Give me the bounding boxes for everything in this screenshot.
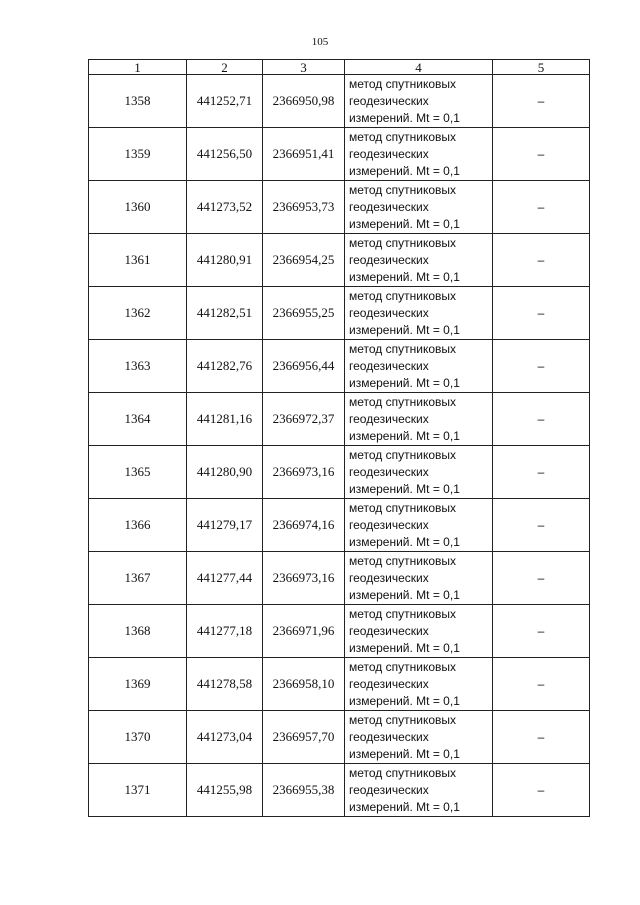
point-number-cell: 1358 [89,75,187,128]
method-text-line: измерений. Mt = 0,1 [349,375,460,390]
point-number-cell: 1367 [89,552,187,605]
method-cell [345,287,493,340]
header-cell-2: 2 [187,60,263,75]
method-text-line: геодезических [349,305,429,320]
table-body [89,75,590,817]
method-cell [345,340,493,393]
y-coordinate-cell: 2366972,37 [263,393,345,446]
method-cell [345,711,493,764]
method-text-line: измерений. Mt = 0,1 [349,269,460,284]
method-text-line: геодезических [349,93,429,108]
method-text-line: измерений. Mt = 0,1 [349,534,460,549]
table-row [89,340,590,393]
method-text-line: геодезических [349,517,429,532]
method-text-line: геодезических [349,146,429,161]
method-cell [345,499,493,552]
table-row [89,605,590,658]
x-coordinate-cell: 441273,04 [187,711,263,764]
method-text-line: измерений. Mt = 0,1 [349,746,460,761]
method-text-line: измерений. Mt = 0,1 [349,428,460,443]
note-cell: – [493,287,590,340]
y-coordinate-cell: 2366974,16 [263,499,345,552]
header-cell-3: 3 [263,60,345,75]
point-number-cell: 1360 [89,181,187,234]
x-coordinate-cell: 441256,50 [187,128,263,181]
point-number-cell: 1363 [89,340,187,393]
method-text-line: метод спутниковых [349,447,457,462]
method-text-line: измерений. Mt = 0,1 [349,587,460,602]
method-cell [345,75,493,128]
point-number-cell: 1361 [89,234,187,287]
method-cell [345,605,493,658]
method-text-line: измерений. Mt = 0,1 [349,693,460,708]
method-text-line: геодезических [349,358,429,373]
point-number-cell: 1364 [89,393,187,446]
method-cell [345,446,493,499]
note-cell: – [493,658,590,711]
method-text-line: метод спутниковых [349,76,457,91]
y-coordinate-cell: 2366950,98 [263,75,345,128]
method-cell [345,658,493,711]
x-coordinate-cell: 441278,58 [187,658,263,711]
y-coordinate-cell: 2366973,16 [263,446,345,499]
method-text-line: измерений. Mt = 0,1 [349,110,460,125]
method-text-line: метод спутниковых [349,765,457,780]
table-row [89,552,590,605]
method-text-line: геодезических [349,199,429,214]
x-coordinate-cell: 441282,51 [187,287,263,340]
x-coordinate-cell: 441282,76 [187,340,263,393]
note-cell: – [493,711,590,764]
point-number-cell: 1366 [89,499,187,552]
method-text-line: измерений. Mt = 0,1 [349,322,460,337]
note-cell: – [493,340,590,393]
y-coordinate-cell: 2366958,10 [263,658,345,711]
y-coordinate-cell: 2366953,73 [263,181,345,234]
note-cell: – [493,552,590,605]
header-cell-5: 5 [493,60,590,75]
method-text-line: геодезических [349,570,429,585]
method-text-line: метод спутниковых [349,394,457,409]
y-coordinate-cell: 2366951,41 [263,128,345,181]
table-row [89,234,590,287]
table-row [89,446,590,499]
x-coordinate-cell: 441281,16 [187,393,263,446]
point-number-cell: 1371 [89,764,187,817]
table-row [89,764,590,817]
y-coordinate-cell: 2366956,44 [263,340,345,393]
y-coordinate-cell: 2366971,96 [263,605,345,658]
x-coordinate-cell: 441273,52 [187,181,263,234]
table-row [89,658,590,711]
note-cell: – [493,499,590,552]
method-cell [345,128,493,181]
y-coordinate-cell: 2366955,38 [263,764,345,817]
x-coordinate-cell: 441277,44 [187,552,263,605]
note-cell: – [493,128,590,181]
method-text-line: метод спутниковых [349,606,457,621]
method-text-line: геодезических [349,782,429,797]
x-coordinate-cell: 441279,17 [187,499,263,552]
x-coordinate-cell: 441255,98 [187,764,263,817]
method-text-line: измерений. Mt = 0,1 [349,481,460,496]
method-cell [345,181,493,234]
note-cell: – [493,446,590,499]
coordinates-table [88,59,590,817]
method-text-line: геодезических [349,464,429,479]
note-cell: – [493,181,590,234]
note-cell: – [493,764,590,817]
x-coordinate-cell: 441280,91 [187,234,263,287]
method-text-line: геодезических [349,623,429,638]
y-coordinate-cell: 2366954,25 [263,234,345,287]
table-row [89,75,590,128]
point-number-cell: 1370 [89,711,187,764]
note-cell: – [493,605,590,658]
method-text-line: геодезических [349,252,429,267]
table-row [89,499,590,552]
method-text-line: метод спутниковых [349,712,457,727]
table-row [89,181,590,234]
method-text-line: метод спутниковых [349,341,457,356]
method-text-line: метод спутниковых [349,553,457,568]
point-number-cell: 1362 [89,287,187,340]
note-cell: – [493,393,590,446]
method-text-line: метод спутниковых [349,235,457,250]
method-text-line: метод спутниковых [349,182,457,197]
header-cell-1: 1 [89,60,187,75]
table-row [89,711,590,764]
table-row [89,287,590,340]
method-text-line: измерений. Mt = 0,1 [349,163,460,178]
header-cell-4: 4 [345,60,493,75]
table-header-row [89,60,590,75]
method-text-line: метод спутниковых [349,288,457,303]
method-cell [345,234,493,287]
point-number-cell: 1365 [89,446,187,499]
x-coordinate-cell: 441280,90 [187,446,263,499]
page-number: 105 [311,36,329,48]
note-cell: – [493,234,590,287]
method-cell [345,552,493,605]
y-coordinate-cell: 2366955,25 [263,287,345,340]
note-cell: – [493,75,590,128]
method-text-line: метод спутниковых [349,659,457,674]
y-coordinate-cell: 2366973,16 [263,552,345,605]
method-text-line: геодезических [349,729,429,744]
method-text-line: метод спутниковых [349,500,457,515]
method-text-line: метод спутниковых [349,129,457,144]
table-row [89,393,590,446]
x-coordinate-cell: 441277,18 [187,605,263,658]
point-number-cell: 1369 [89,658,187,711]
x-coordinate-cell: 441252,71 [187,75,263,128]
method-cell [345,764,493,817]
method-text-line: геодезических [349,676,429,691]
point-number-cell: 1368 [89,605,187,658]
method-cell [345,393,493,446]
method-text-line: измерений. Mt = 0,1 [349,640,460,655]
method-text-line: измерений. Mt = 0,1 [349,216,460,231]
table-row [89,128,590,181]
method-text-line: геодезических [349,411,429,426]
method-text-line: измерений. Mt = 0,1 [349,799,460,814]
y-coordinate-cell: 2366957,70 [263,711,345,764]
point-number-cell: 1359 [89,128,187,181]
